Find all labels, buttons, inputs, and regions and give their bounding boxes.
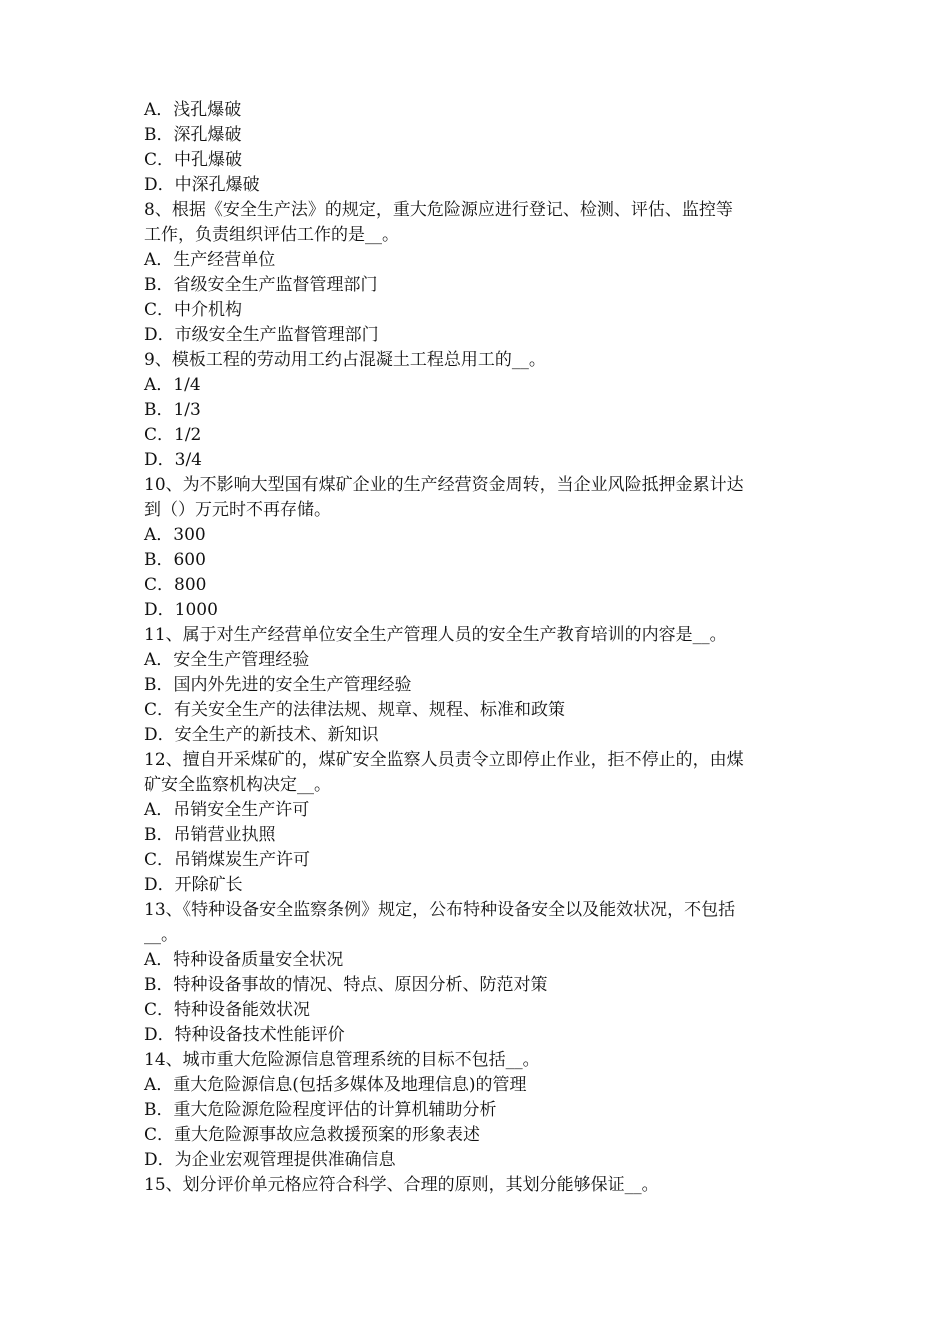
answer-option-line: A．浅孔爆破 [144, 100, 242, 120]
answer-option-line: C．800 [144, 575, 207, 595]
answer-option-line: B．吊销营业执照 [144, 825, 276, 845]
answer-option-line: B．省级安全生产监督管理部门 [144, 275, 378, 295]
answer-option-line: C．中介机构 [144, 300, 243, 320]
answer-option-line: B．600 [144, 550, 206, 570]
question-text-line: 13、《特种设备安全监察条例》规定，公布特种设备安全以及能效状况，不包括 [144, 900, 736, 920]
answer-option-line: B．1/3 [144, 400, 201, 420]
answer-option-line: B．深孔爆破 [144, 125, 242, 145]
answer-option-line: A．生产经营单位 [144, 250, 276, 270]
question-text-line: 8、根据《安全生产法》的规定，重大危险源应进行登记、检测、评估、监控等 [144, 200, 733, 220]
document-page [144, 98, 820, 1198]
answer-option-line: B．重大危险源危险程度评估的计算机辅助分析 [144, 1100, 497, 1120]
answer-option-line: A．1/4 [144, 375, 201, 395]
answer-option-line: C．中孔爆破 [144, 150, 243, 170]
question-text-line: 14、城市重大危险源信息管理系统的目标不包括__。 [144, 1050, 540, 1070]
question-text-line: 15、划分评价单元格应符合科学、合理的原则，其划分能够保证__。 [144, 1175, 659, 1195]
answer-option-line: B．国内外先进的安全生产管理经验 [144, 675, 412, 695]
answer-option-line: A．重大危险源信息(包括多媒体及地理信息)的管理 [144, 1075, 527, 1095]
answer-option-line: A．安全生产管理经验 [144, 650, 310, 670]
answer-option-line: D．为企业宏观管理提供准确信息 [144, 1150, 396, 1170]
answer-option-line: A．吊销安全生产许可 [144, 800, 310, 820]
question-text-line: 10、为不影响大型国有煤矿企业的生产经营资金周转，当企业风险抵押金累计达 [144, 475, 744, 495]
question-text-line: 12、擅自开采煤矿的，煤矿安全监察人员责令立即停止作业，拒不停止的，由煤 [144, 750, 744, 770]
answer-option-line: A．特种设备质量安全状况 [144, 950, 344, 970]
answer-option-line: C．1/2 [144, 425, 202, 445]
answer-option-line: A．300 [144, 525, 206, 545]
answer-option-line: C．特种设备能效状况 [144, 1000, 311, 1020]
answer-option-line: D．开除矿长 [144, 875, 243, 895]
answer-option-line: C．重大危险源事故应急救援预案的形象表述 [144, 1125, 481, 1145]
answer-option-line: C．有关安全生产的法律法规、规章、规程、标准和政策 [144, 700, 566, 720]
answer-option-line: B．特种设备事故的情况、特点、原因分析、防范对策 [144, 975, 548, 995]
question-text-line: 到（）万元时不再存储。 [144, 500, 331, 520]
answer-option-line: D．市级安全生产监督管理部门 [144, 325, 379, 345]
answer-option-line: D．3/4 [144, 450, 202, 470]
question-text-line: 工作，负责组织评估工作的是__。 [144, 225, 399, 245]
question-text-line: __。 [144, 925, 178, 945]
question-text-line: 9、模板工程的劳动用工约占混凝土工程总用工的__。 [144, 350, 546, 370]
answer-option-line: D．1000 [144, 600, 218, 620]
question-text-line: 11、属于对生产经营单位安全生产管理人员的安全生产教育培训的内容是__。 [144, 625, 727, 645]
answer-option-line: D．特种设备技术性能评价 [144, 1025, 345, 1045]
question-text-line: 矿安全监察机构决定__。 [144, 775, 331, 795]
answer-option-line: D．安全生产的新技术、新知识 [144, 725, 379, 745]
answer-option-line: C．吊销煤炭生产许可 [144, 850, 311, 870]
answer-option-line: D．中深孔爆破 [144, 175, 260, 195]
